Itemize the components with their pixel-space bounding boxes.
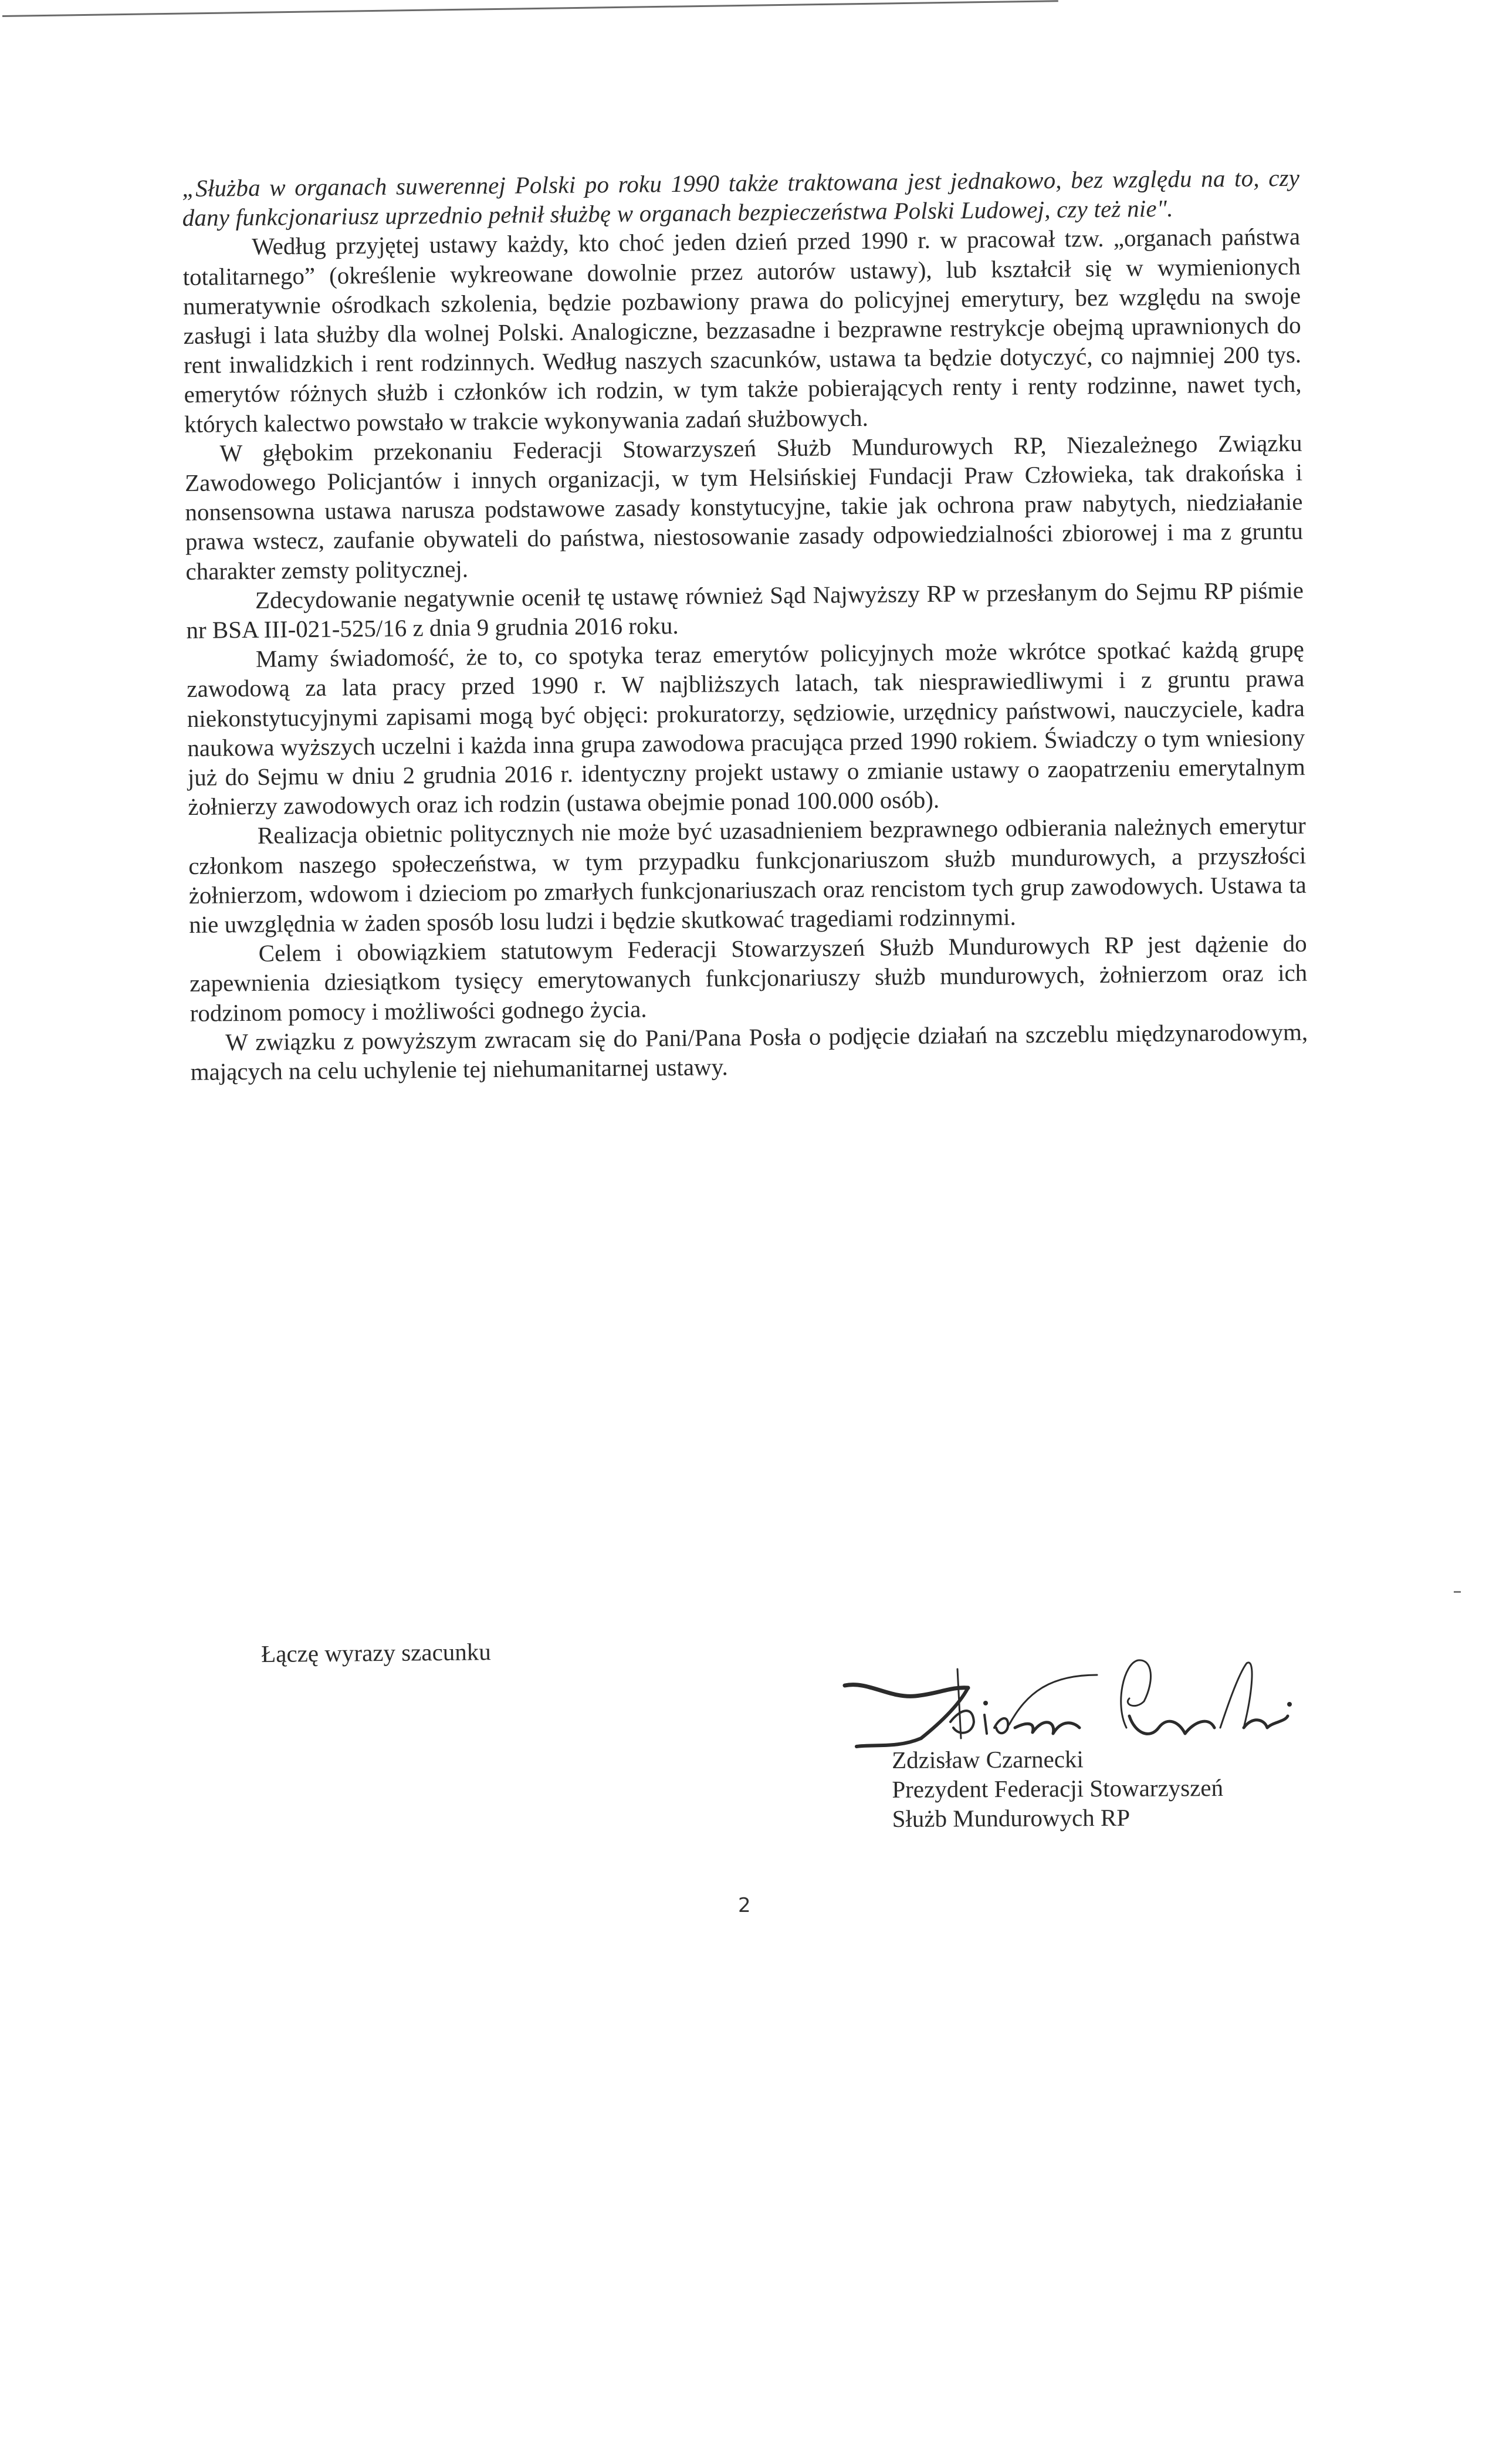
scan-speck: [1454, 1591, 1461, 1593]
quoted-paragraph: „Służba w organach suwerennej Polski po roku 1990 także traktowana jest jednakowo, bez względu na to, czy dany funkcjonariusz uprzednio pełnił służbę w organach bezpieczeństwa Polski Ludowej, czy też nie".: [182, 164, 1300, 232]
page-number: 2: [738, 1894, 751, 1917]
paragraph-federation-opinion: W głębokim przekonaniu Federacji Stowarzyszeń Służb Mundurowych RP, Niezależnego Związku Zawodowego Policjantów i innych organizacji, w tym Helsińskiej Fundacji Praw Człowieka, tak drakońska i nonsensowna ustawa narusza podstawowe zasady konstytucyjne, takie jak ochrona praw nabytych, niedziałanie prawa wstecz, zaufanie obywateli do państwa, niestosowanie zasady odpowiedzialności zbiorowej i ma z gruntu charakter zemsty politycznej.: [184, 429, 1304, 585]
signature-dot: [1287, 1702, 1292, 1707]
closing-salutation: Łączę wyrazy szacunku: [261, 1638, 491, 1667]
signer-organization: Służb Mundurowych RP: [892, 1803, 1131, 1832]
signature-stroke: [984, 1715, 987, 1734]
letter-body: [182, 163, 1308, 1087]
paragraph-other-professions: Mamy świadomość, że to, co spotyka teraz emerytów policyjnych może wkrótce spotkać każdą grupę zawodową za lata pracy przed 1990 r. W najbliższych latach, tak niesprawiedliwymi i z gruntu prawa niekonstytucyjnymi zapisami mogą być objęci: prokuratorzy, sędziowie, urzędnicy państwowi, nauczyciele, kadra naukowa wyższych uczelni i każda inna grupa zawodowa pracująca przed 1990 rokiem. Świadczy o tym wniesiony już do Sejmu w dniu 2 grudnia 2016 r. identyczny projekt ustawy o zmianie ustawy o zaopatrzeniu emerytalnym żołnierzy zawodowych oraz ich rodzin (ustawa obejmie ponad 100.000 osób).: [187, 635, 1306, 821]
signature-stroke: [1015, 1722, 1079, 1734]
signature-stroke: [845, 1685, 968, 1697]
scan-edge: [0, 0, 1496, 23]
signer-title: Prezydent Federacji Stowarzyszeń: [892, 1774, 1224, 1803]
signer-name: Zdzisław Czarnecki: [892, 1745, 1084, 1773]
paragraph-law-scope: Według przyjętej ustawy każdy, kto choć jeden dzień przed 1990 r. w pracował tzw. „organach państwa totalitarnego” (określenie wykreowane dowolnie przez autorów ustawy), lub kształcił się w wymienionych numeratywnie ośrodkach szkolenia, będzie pozbawiony prawa do policyjnej emerytury, bez względu na swoje zasługi i lata służby dla wolnej Polski. Analogiczne, bezzasadne i bezprawne restrykcje obejmą uprawnionych do rent inwalidzkich i rent rodzinnych. Według naszych szacunków, ustawa ta będzie dotyczyć, co najmniej 200 tys. emerytów różnych służb i członków ich rodzin, w tym także pobierających renty i renty rodzinne, nawet tych, których kalectwo powstało w trakcie wykonywania zadań służbowych.: [182, 223, 1302, 438]
signer-block: [892, 1744, 1223, 1833]
signature-dot: [983, 1701, 988, 1705]
paragraph-political-promises: Realizacja obietnic politycznych nie może być uzasadnieniem bezprawnego odbierania należnych emerytur członkom naszego społeczeństwa, w tym przypadku funkcjonariuszom służb mundurowych, a przyszłości żołnierzom, wdowom i dzieciom po zmarłych funkcjonariuszach oraz rencistom tych grup zawodowych. Ustawa ta nie uwzględnia w żaden sposób losu ludzi i będzie skutkować tragediami rodzinnymi.: [188, 812, 1307, 939]
scan-edge-line: [2, 0, 1058, 17]
signature-stroke: [1244, 1716, 1288, 1728]
paragraph-supreme-court: Zdecydowanie negatywnie ocenił tę ustawę również Sąd Najwyższy RP w przesłanym do Sejmu RP piśmie nr BSA III-021-525/16 z dnia 9 grudnia 2016 roku.: [186, 576, 1304, 644]
signature-stroke: [950, 1711, 974, 1733]
signature-stroke: [1129, 1716, 1214, 1734]
signature-stroke: [1220, 1663, 1252, 1728]
signature-stroke: [1009, 1675, 1097, 1725]
handwritten-signature: [833, 1640, 1314, 1757]
signature-stroke: [994, 1718, 1008, 1733]
paragraph-statutory-goal: Celem i obowiązkiem statutowym Federacji Stowarzyszeń Służb Mundurowych RP jest dążenie do zapewnienia dziesiątkom tysięcy emerytowanych funkcjonariuszy służb mundurowych, żołnierzom oraz ich rodzinom pomocy i możliwości godnego życia.: [189, 929, 1308, 1027]
signature-stroke: [1121, 1660, 1151, 1728]
paragraph-request: W związku z powyższym zwracam się do Pani/Pana Posła o podjęcie działań na szczeblu międzynarodowym, mających na celu uchylenie tej niehumanitarnej ustawy.: [190, 1018, 1308, 1086]
